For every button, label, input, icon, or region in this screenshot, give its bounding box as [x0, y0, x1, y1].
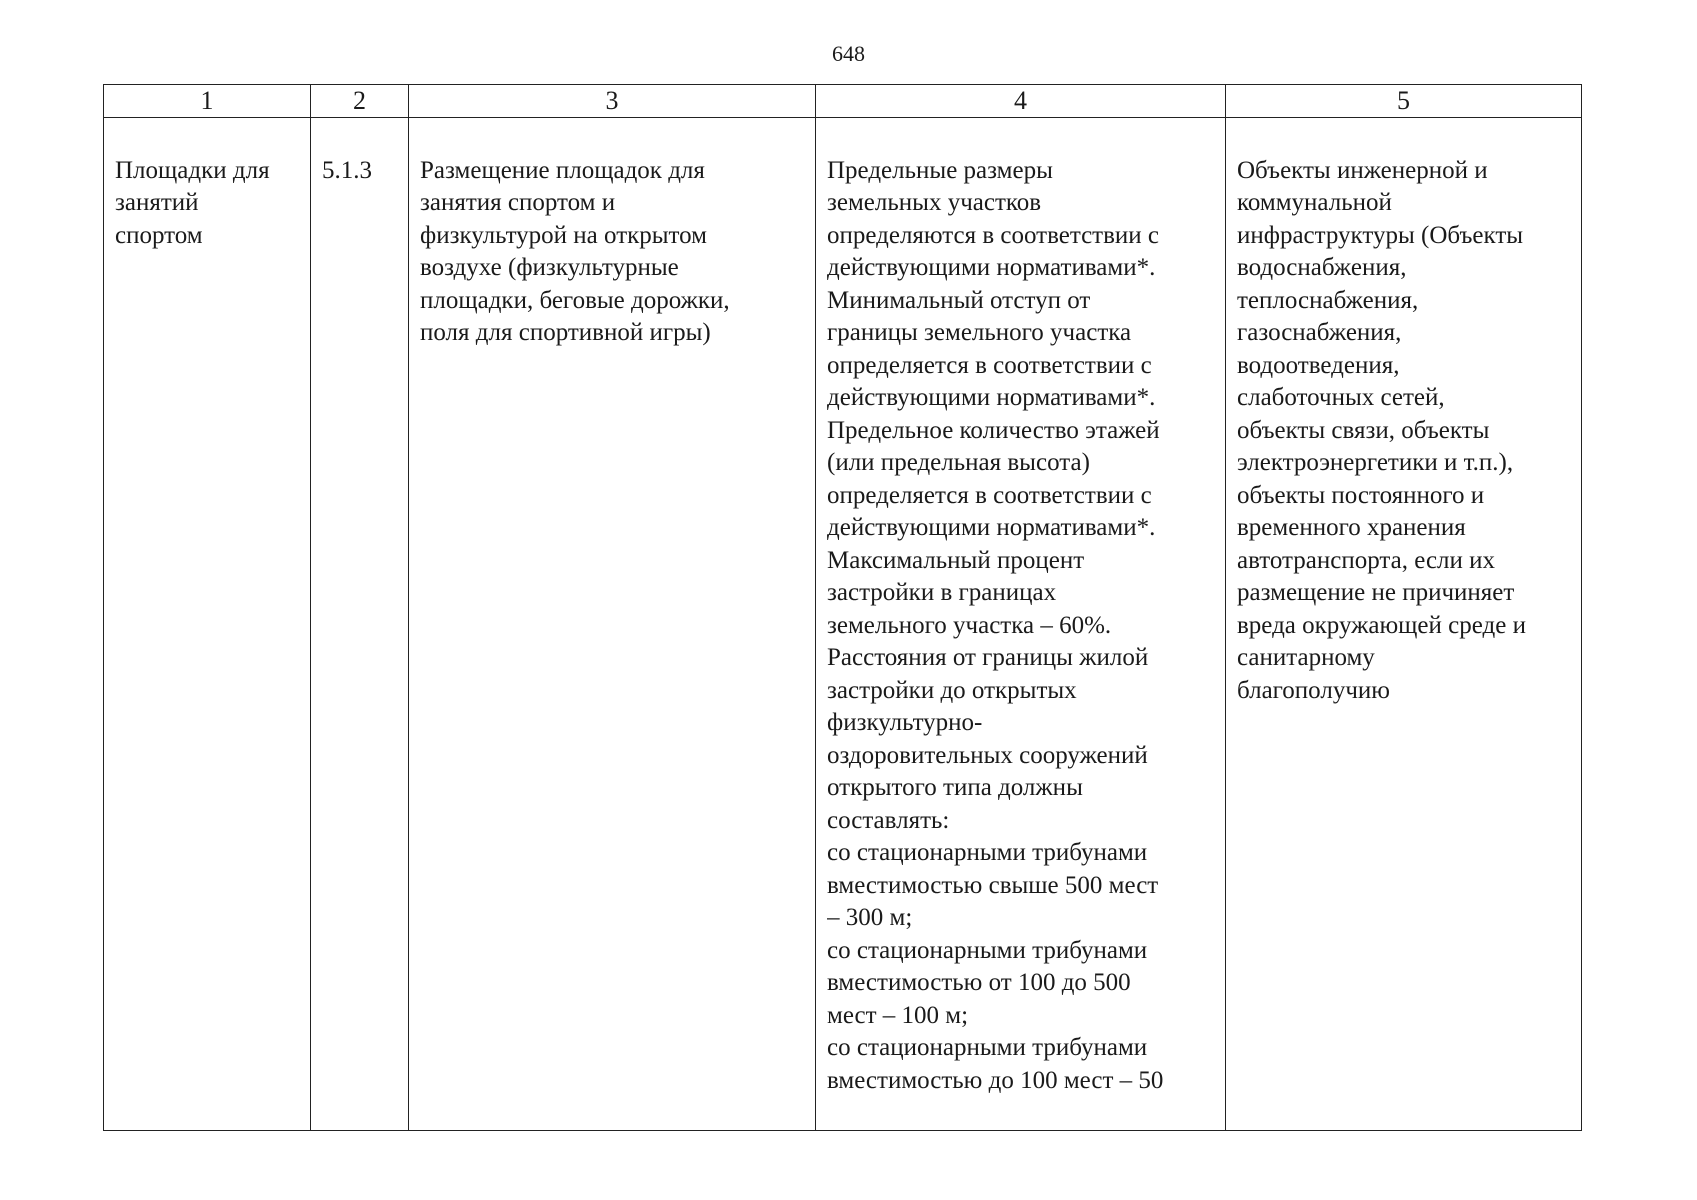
auxiliary-uses-text: Объекты инженерной и коммунальной инфраструктуры (Объекты водоснабжения, теплоснабжения, газоснабжения, водоотведения, слаботочных сетей, объекты связи, объекты электроэнергетики и т.п.), объекты постоянного и временного хранения автотранспорта, если их размещение не причиняет вреда окружающей среде и санитарному благополучию	[1237, 156, 1526, 704]
land-use-table	[103, 84, 1582, 1131]
column-header-5: 5	[1226, 85, 1582, 118]
use-name-text: Площадки для занятий спортом	[115, 156, 270, 249]
use-code-text: 5.1.3	[322, 156, 372, 184]
use-description-text: Размещение площадок для занятия спортом и физкультурой на открытом воздухе (физкультурные площадки, беговые дорожки, поля для спортивной игры)	[420, 156, 730, 346]
column-header-4: 4	[816, 85, 1226, 118]
page-number: 648	[832, 41, 865, 66]
use-name-cell	[104, 118, 311, 1131]
use-code-cell	[311, 118, 409, 1131]
table-header-row	[104, 85, 1582, 118]
auxiliary-uses-cell	[1226, 118, 1582, 1131]
column-header-2: 2	[311, 85, 409, 118]
use-description-cell	[409, 118, 816, 1131]
parameters-cell	[816, 118, 1226, 1131]
column-header-3: 3	[409, 85, 816, 118]
parameters-text: Предельные размеры земельных участков определяются в соответствии с действующими нормативами*. Минимальный отступ от границы земельного участка определяется в соответствии с действующими нормативами*. Предельное количество этажей (или предельная высота) определяется в соответствии с действующими нормативами*. Максимальный процент застройки в границах земельного участка – 60%. Расстояния от границы жилой застройки до открытых физкультурно- оздоровительных сооружений открытого типа должны составлять: со стационарными трибунами вместимостью свыше 500 мест – 300 м; со стационарными трибунами вместимостью от 100 до 500 мест – 100 м; со стационарными трибунами вместимостью до 100 мест – 50	[827, 156, 1164, 1094]
column-header-1: 1	[104, 85, 311, 118]
table-row	[104, 118, 1582, 1131]
